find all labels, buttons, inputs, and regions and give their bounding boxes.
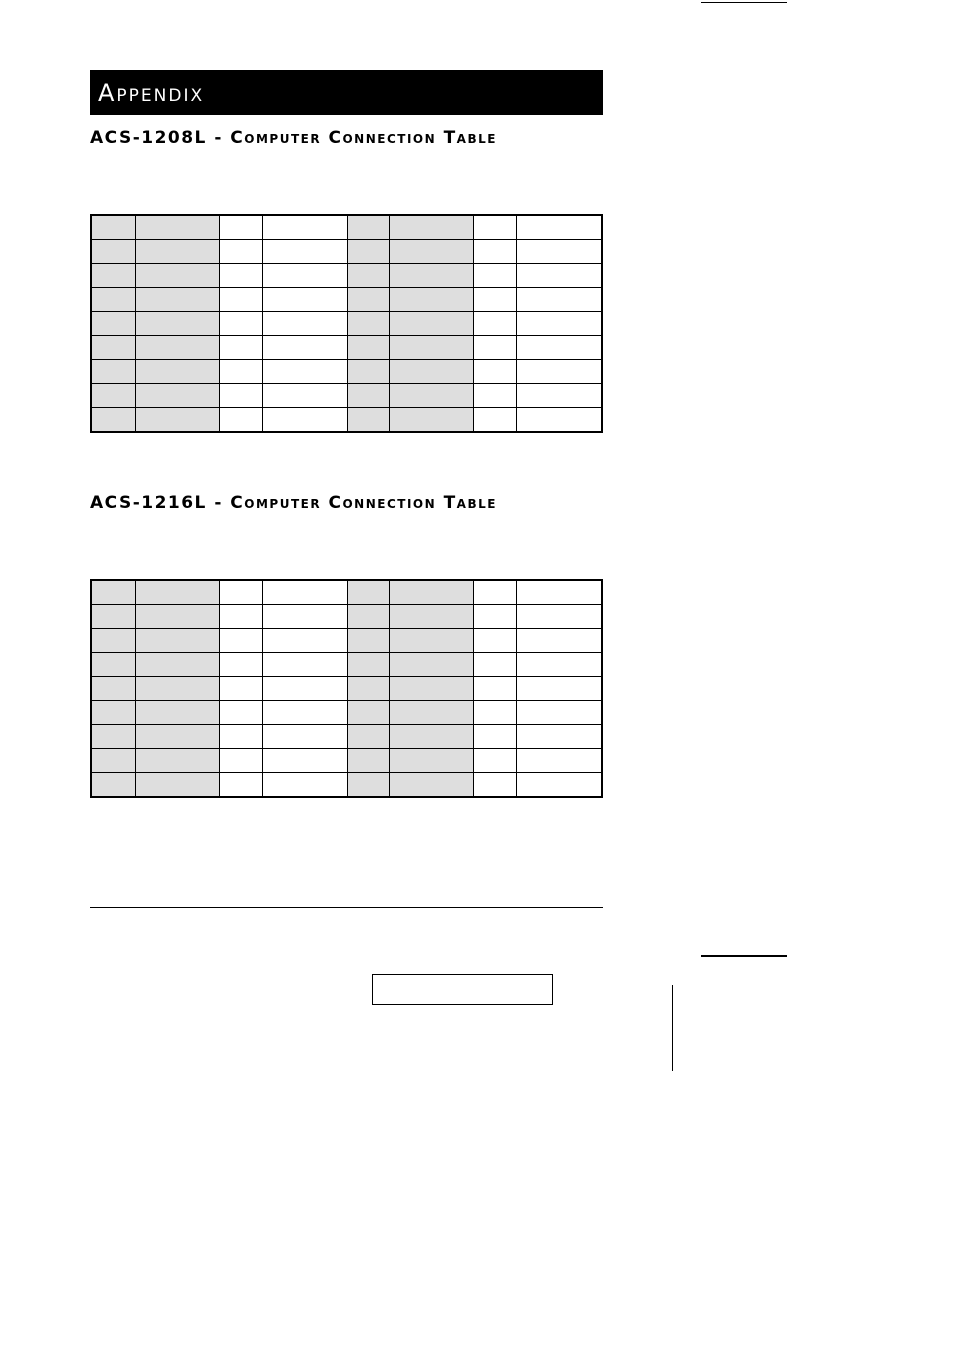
table-cell <box>219 773 262 798</box>
table-cell <box>219 725 262 749</box>
empty-box <box>372 974 553 1005</box>
table-cell <box>516 653 602 677</box>
table-cell <box>135 288 219 312</box>
table-row <box>91 773 602 798</box>
table-cell <box>262 580 347 605</box>
table-cell <box>91 215 135 240</box>
table-cell <box>262 629 347 653</box>
table-cell <box>135 312 219 336</box>
table-row <box>91 677 602 701</box>
table-cell <box>135 408 219 433</box>
table-cell <box>473 336 516 360</box>
section-title: Appendix <box>98 78 205 107</box>
table-cell <box>219 312 262 336</box>
table-cell <box>219 653 262 677</box>
table-cell <box>389 240 473 264</box>
table-cell <box>473 605 516 629</box>
table-row <box>91 215 602 240</box>
table-cell <box>91 629 135 653</box>
table-cell <box>389 360 473 384</box>
table-cell <box>135 336 219 360</box>
table-cell <box>135 749 219 773</box>
table-row <box>91 408 602 433</box>
table-row <box>91 580 602 605</box>
table-cell <box>262 360 347 384</box>
table-cell <box>91 240 135 264</box>
table-cell <box>347 240 389 264</box>
table-cell <box>219 264 262 288</box>
table-cell <box>516 725 602 749</box>
table-cell <box>91 312 135 336</box>
side-rule <box>701 955 787 957</box>
table-1-heading: ACS-1208L - Computer Connection Table <box>90 128 497 148</box>
table-cell <box>262 677 347 701</box>
table-cell <box>516 336 602 360</box>
table-cell <box>347 408 389 433</box>
table-cell <box>262 288 347 312</box>
table-cell <box>389 215 473 240</box>
table-cell <box>516 215 602 240</box>
table-cell <box>473 701 516 725</box>
table-cell <box>473 725 516 749</box>
table-cell <box>473 312 516 336</box>
table-row <box>91 312 602 336</box>
table-cell <box>347 701 389 725</box>
table-cell <box>389 653 473 677</box>
section-banner <box>90 70 603 115</box>
table-cell <box>473 653 516 677</box>
table-cell <box>135 605 219 629</box>
table-cell <box>91 773 135 798</box>
table-cell <box>219 384 262 408</box>
table-cell <box>135 240 219 264</box>
table-cell <box>262 408 347 433</box>
table-cell <box>389 580 473 605</box>
table-cell <box>262 240 347 264</box>
table-row <box>91 629 602 653</box>
table-cell <box>135 360 219 384</box>
table-cell <box>219 629 262 653</box>
table-row <box>91 264 602 288</box>
table-cell <box>91 725 135 749</box>
table-cell <box>473 677 516 701</box>
table-cell <box>219 580 262 605</box>
table-cell <box>91 605 135 629</box>
table-cell <box>389 677 473 701</box>
table-cell <box>389 629 473 653</box>
table-cell <box>262 653 347 677</box>
table-cell <box>91 653 135 677</box>
table-cell <box>135 215 219 240</box>
table-cell <box>262 264 347 288</box>
table-cell <box>262 701 347 725</box>
table-cell <box>389 749 473 773</box>
table-cell <box>135 384 219 408</box>
table-cell <box>347 384 389 408</box>
table-cell <box>516 773 602 798</box>
table-cell <box>219 336 262 360</box>
table-row <box>91 288 602 312</box>
table-cell <box>347 360 389 384</box>
table-cell <box>389 384 473 408</box>
table-cell <box>219 701 262 725</box>
table-cell <box>347 312 389 336</box>
table-cell <box>389 288 473 312</box>
table-cell <box>262 336 347 360</box>
table-cell <box>135 629 219 653</box>
table-cell <box>389 312 473 336</box>
table-cell <box>347 264 389 288</box>
table-cell <box>91 701 135 725</box>
table-cell <box>347 215 389 240</box>
table-row <box>91 336 602 360</box>
table-cell <box>91 360 135 384</box>
connection-table-2 <box>90 579 603 798</box>
table-cell <box>219 215 262 240</box>
table-cell <box>262 749 347 773</box>
table-cell <box>219 408 262 433</box>
table-cell <box>389 408 473 433</box>
table-cell <box>347 629 389 653</box>
table-cell <box>219 605 262 629</box>
table-cell <box>516 312 602 336</box>
vertical-rule <box>672 985 673 1071</box>
top-right-rule <box>701 2 787 3</box>
table-cell <box>516 408 602 433</box>
table-cell <box>473 408 516 433</box>
table-cell <box>135 264 219 288</box>
table-cell <box>389 773 473 798</box>
table-cell <box>473 773 516 798</box>
table-cell <box>347 336 389 360</box>
table-cell <box>219 749 262 773</box>
table-cell <box>389 264 473 288</box>
table-cell <box>516 701 602 725</box>
table-cell <box>219 677 262 701</box>
table-cell <box>262 725 347 749</box>
table-row <box>91 360 602 384</box>
table-cell <box>219 360 262 384</box>
table-cell <box>389 336 473 360</box>
table-cell <box>347 677 389 701</box>
table-cell <box>516 629 602 653</box>
table-row <box>91 701 602 725</box>
table-cell <box>473 749 516 773</box>
table-cell <box>91 408 135 433</box>
table-cell <box>262 312 347 336</box>
table-cell <box>473 264 516 288</box>
table-cell <box>91 580 135 605</box>
table-cell <box>262 384 347 408</box>
table-cell <box>262 773 347 798</box>
table-cell <box>91 677 135 701</box>
table-cell <box>516 677 602 701</box>
table-cell <box>135 773 219 798</box>
table-cell <box>389 605 473 629</box>
footer-rule <box>90 907 603 908</box>
table-cell <box>473 360 516 384</box>
table-cell <box>91 264 135 288</box>
table-cell <box>516 288 602 312</box>
table-cell <box>473 384 516 408</box>
table-cell <box>473 215 516 240</box>
table-row <box>91 725 602 749</box>
table-cell <box>516 240 602 264</box>
table-cell <box>473 580 516 605</box>
table-cell <box>347 580 389 605</box>
table-row <box>91 653 602 677</box>
table-row <box>91 749 602 773</box>
table-cell <box>516 605 602 629</box>
table-cell <box>516 749 602 773</box>
table-cell <box>91 336 135 360</box>
table-cell <box>389 701 473 725</box>
table-cell <box>135 725 219 749</box>
connection-table-1 <box>90 214 603 433</box>
table-cell <box>135 653 219 677</box>
table-cell <box>516 384 602 408</box>
table-cell <box>135 580 219 605</box>
table-cell <box>91 288 135 312</box>
table-row <box>91 605 602 629</box>
table-row <box>91 240 602 264</box>
table-cell <box>262 605 347 629</box>
table-2-heading: ACS-1216L - Computer Connection Table <box>90 493 497 513</box>
table-cell <box>347 773 389 798</box>
table-cell <box>516 264 602 288</box>
table-cell <box>473 629 516 653</box>
table-cell <box>91 384 135 408</box>
table-cell <box>516 580 602 605</box>
table-cell <box>135 701 219 725</box>
table-cell <box>473 288 516 312</box>
table-row <box>91 384 602 408</box>
table-cell <box>473 240 516 264</box>
table-cell <box>347 725 389 749</box>
table-cell <box>219 240 262 264</box>
table-cell <box>347 605 389 629</box>
table-cell <box>389 725 473 749</box>
table-cell <box>262 215 347 240</box>
table-cell <box>347 653 389 677</box>
table-cell <box>219 288 262 312</box>
table-cell <box>91 749 135 773</box>
table-cell <box>347 749 389 773</box>
table-cell <box>135 677 219 701</box>
table-cell <box>516 360 602 384</box>
table-cell <box>347 288 389 312</box>
